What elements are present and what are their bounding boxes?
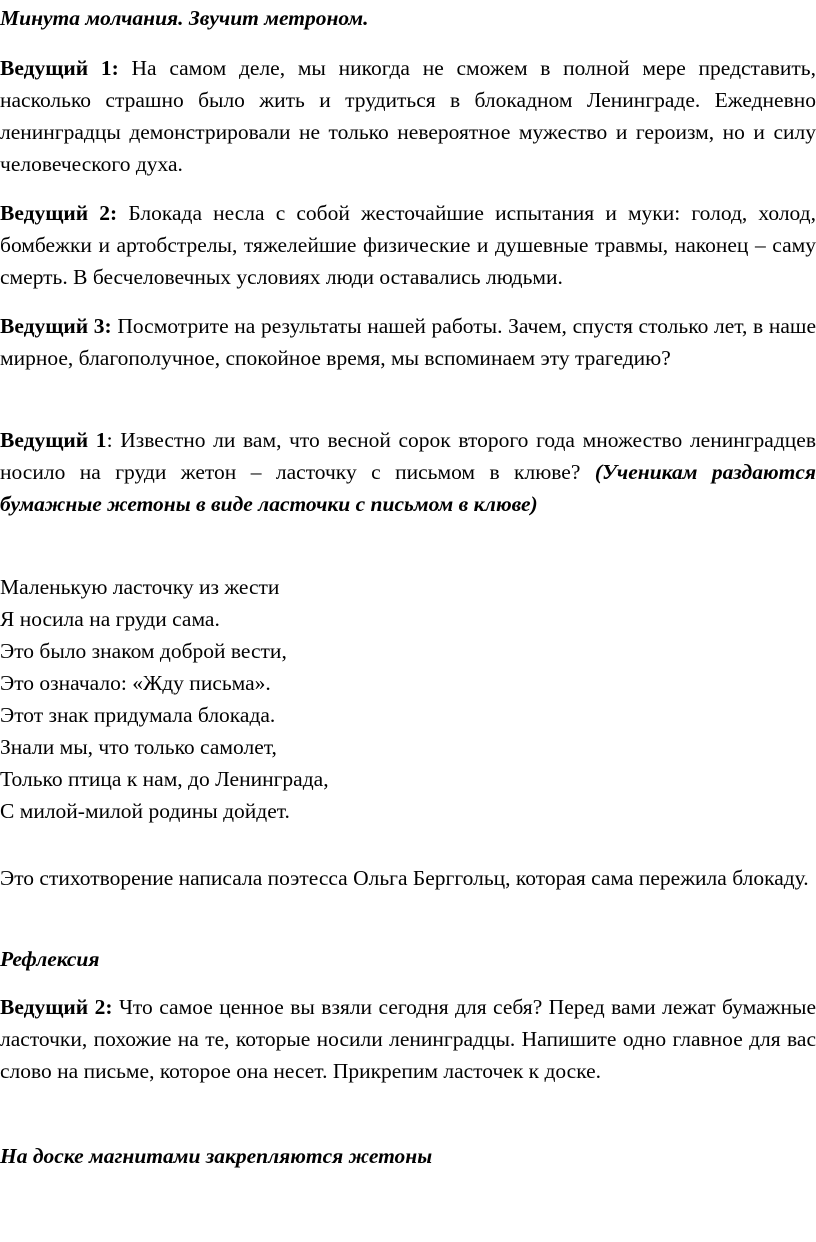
poem-line: Маленькую ласточку из жести (0, 575, 280, 599)
paragraph-host1-swallow (0, 424, 816, 520)
paragraph-host3-results (0, 310, 816, 374)
poem (0, 571, 816, 827)
poem-line: Это было знаком доброй вести, (0, 639, 287, 663)
paragraph-text: На самом деле, мы никогда не сможем в полной мере представить, насколько страшно было жить и трудиться в блокадном Ленинграде. Ежедневно ленинградцы демонстрировали не только невероятное мужество и героизм, но и силу человеческого духа. (0, 56, 816, 176)
paragraph-text: : Известно ли вам, что весной сорок второго года множество ленинградцев носило на груди жетон – ласточку с письмом в клюве? (0, 428, 816, 484)
paragraph-host2-reflection (0, 991, 816, 1087)
poem-line: Это означало: «Жду письма». (0, 671, 271, 695)
closing-stage-direction: На доске магнитами закрепляются жетоны (0, 1144, 433, 1168)
reflection-heading: Рефлексия (0, 947, 100, 971)
paragraph-text: Блокада несла с собой жесточайшие испытания и муки: голод, холод, бомбежки и артобстрелы, тяжелейшие физические и душевные травмы, наконец – саму смерть. В бесчеловечных условиях люди оставались людьми. (0, 201, 816, 289)
speaker-label: Ведущий 1: (0, 56, 119, 80)
poem-line: Знали мы, что только самолет, (0, 735, 277, 759)
poem-line: С милой-милой родины дойдет. (0, 799, 290, 823)
poem-line: Этот знак придумала блокада. (0, 703, 276, 727)
speaker-label: Ведущий 3: (0, 314, 112, 338)
poem-author-note: Это стихотворение написала поэтесса Ольга Берггольц, которая сама пережила блокаду. (0, 866, 809, 890)
stage-direction: (Ученикам раздаются бумажные жетоны в виде ласточки с письмом в клюве) (0, 460, 816, 516)
metronome-heading: Минута молчания. Звучит метроном. (0, 6, 369, 30)
paragraph-host1-intro (0, 52, 816, 180)
speaker-label: Ведущий 2: (0, 995, 113, 1019)
paragraph-text: Посмотрите на результаты нашей работы. Зачем, спустя столько лет, в наше мирное, благополучное, спокойное время, мы вспоминаем эту трагедию? (0, 314, 816, 370)
poem-line: Только птица к нам, до Ленинграда, (0, 767, 329, 791)
poem-line: Я носила на груди сама. (0, 607, 220, 631)
paragraph-text: Что самое ценное вы взяли сегодня для себя? Перед вами лежат бумажные ласточки, похожие на те, которые носили ленинградцы. Напишите одно главное для вас слово на письме, которое она несет. Прикрепим ласточек к доске. (0, 995, 816, 1083)
paragraph-host2-blockade (0, 197, 816, 293)
speaker-label: Ведущий 2: (0, 201, 118, 225)
speaker-label: Ведущий 1 (0, 428, 107, 452)
